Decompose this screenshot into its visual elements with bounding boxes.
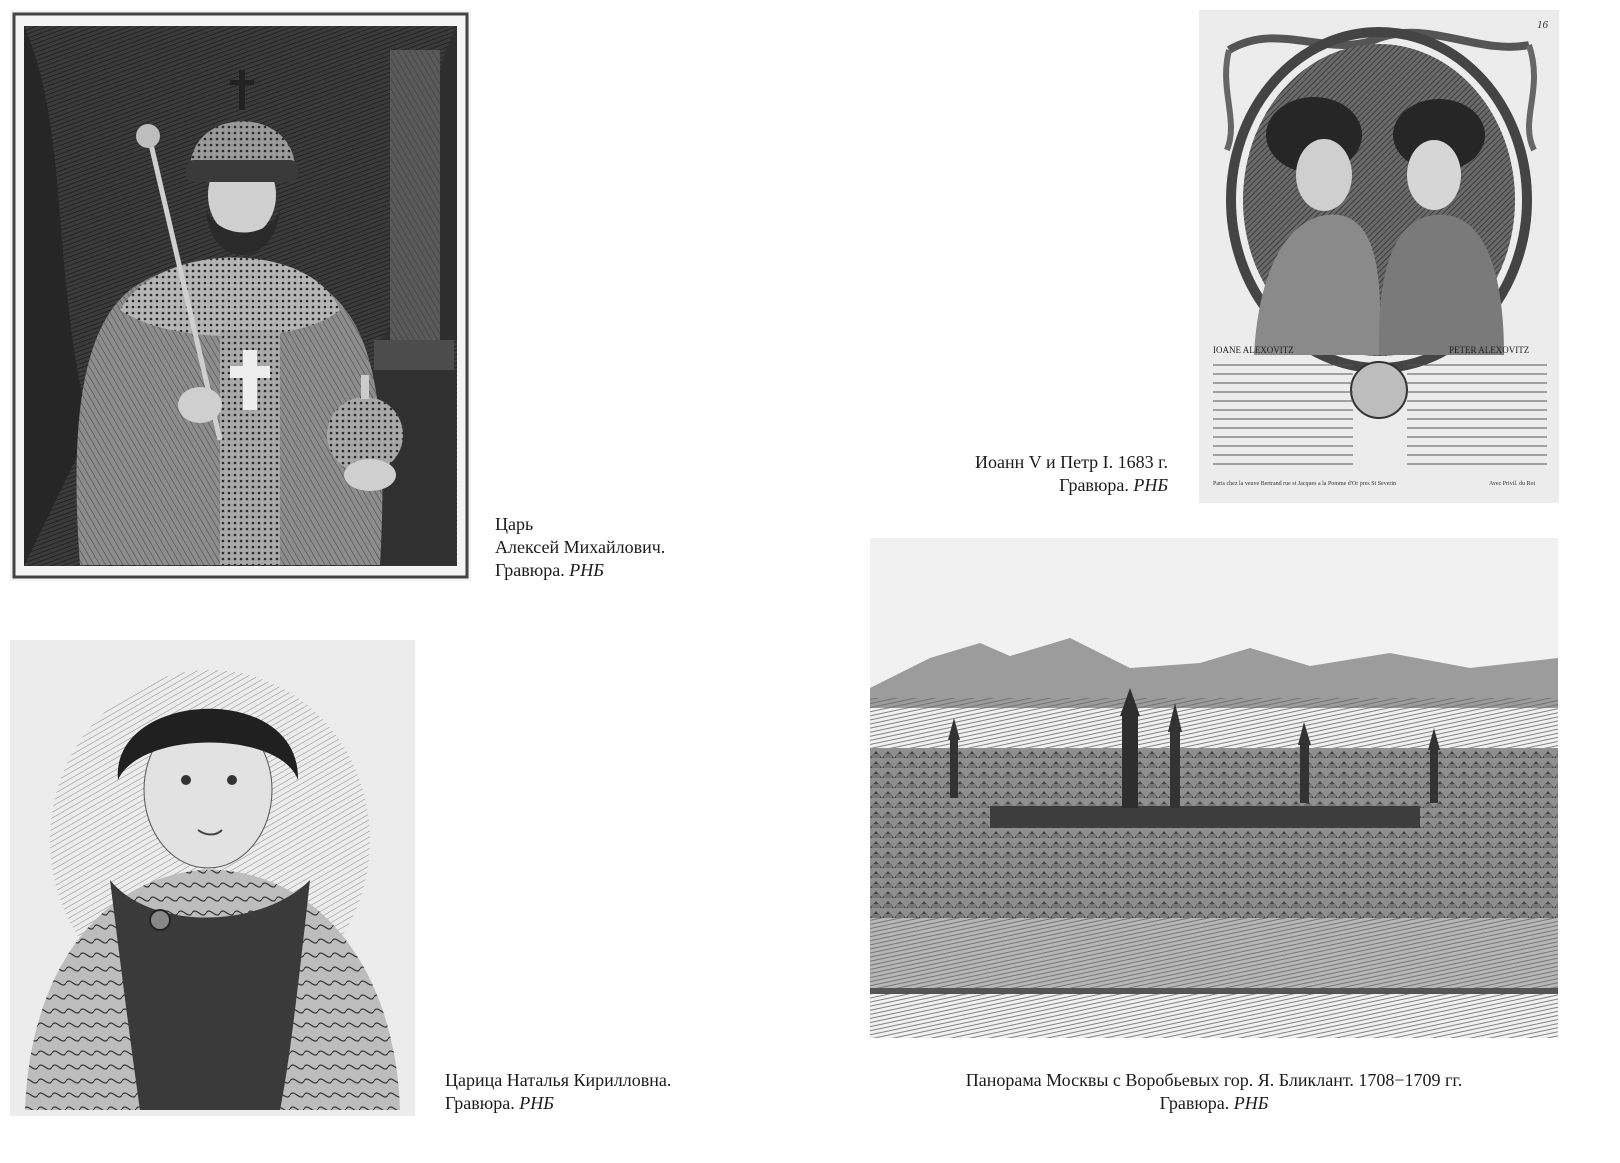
ioann-petr-illustration — [1199, 10, 1559, 503]
caption-medium: Гравюра. — [1059, 475, 1129, 495]
caption-source: РНБ — [519, 1093, 554, 1113]
caption-source: РНБ — [569, 560, 604, 580]
caption-line: Царица Наталья Кирилловна. — [445, 1070, 672, 1090]
caption-source: РНБ — [1233, 1093, 1269, 1113]
caption-line: Царь — [495, 514, 534, 534]
caption-moscow-panorama — [910, 1069, 1518, 1115]
engraving-left-name: IOANE ALEXOVITZ — [1213, 345, 1294, 355]
moscow-panorama-engraving — [870, 538, 1558, 1038]
caption-medium: Гравюра. — [495, 560, 565, 580]
caption-line: Панорама Москвы с Воробьевых гор. Я. Бликлант. 1708−1709 гг. — [965, 1070, 1463, 1090]
engraving-imprint-left: Paris chez la veuve Bertrand rue st Jacques a la Pomme d'Or pres St Severin — [1213, 481, 1397, 487]
tsaritsa-natalia-illustration — [10, 640, 415, 1116]
tsar-alexei-illustration — [10, 10, 471, 581]
caption-line: Иоанн V и Петр I. 1683 г. — [975, 452, 1168, 472]
caption-tsaritsa-natalia — [445, 1069, 671, 1115]
portrait-tsaritsa-natalia-engraving — [10, 640, 415, 1116]
caption-source: РНБ — [1133, 475, 1168, 495]
moscow-panorama-illustration — [870, 538, 1558, 1038]
caption-line: Алексей Михайлович. — [495, 537, 666, 557]
portrait-ioann-petr-engraving — [1199, 10, 1559, 503]
engraving-right-name: PETER ALEXOVITZ — [1449, 345, 1530, 355]
engraving-imprint-right: Avec Privil. du Roi — [1489, 481, 1536, 487]
caption-medium: Гравюра. — [445, 1093, 515, 1113]
caption-ioann-petr — [940, 451, 1168, 497]
caption-medium: Гравюра. — [1159, 1093, 1230, 1113]
caption-tsar-alexei — [495, 513, 665, 582]
portrait-tsar-alexei-engraving — [10, 10, 471, 581]
engraving-plate-number: 16 — [1537, 19, 1548, 31]
